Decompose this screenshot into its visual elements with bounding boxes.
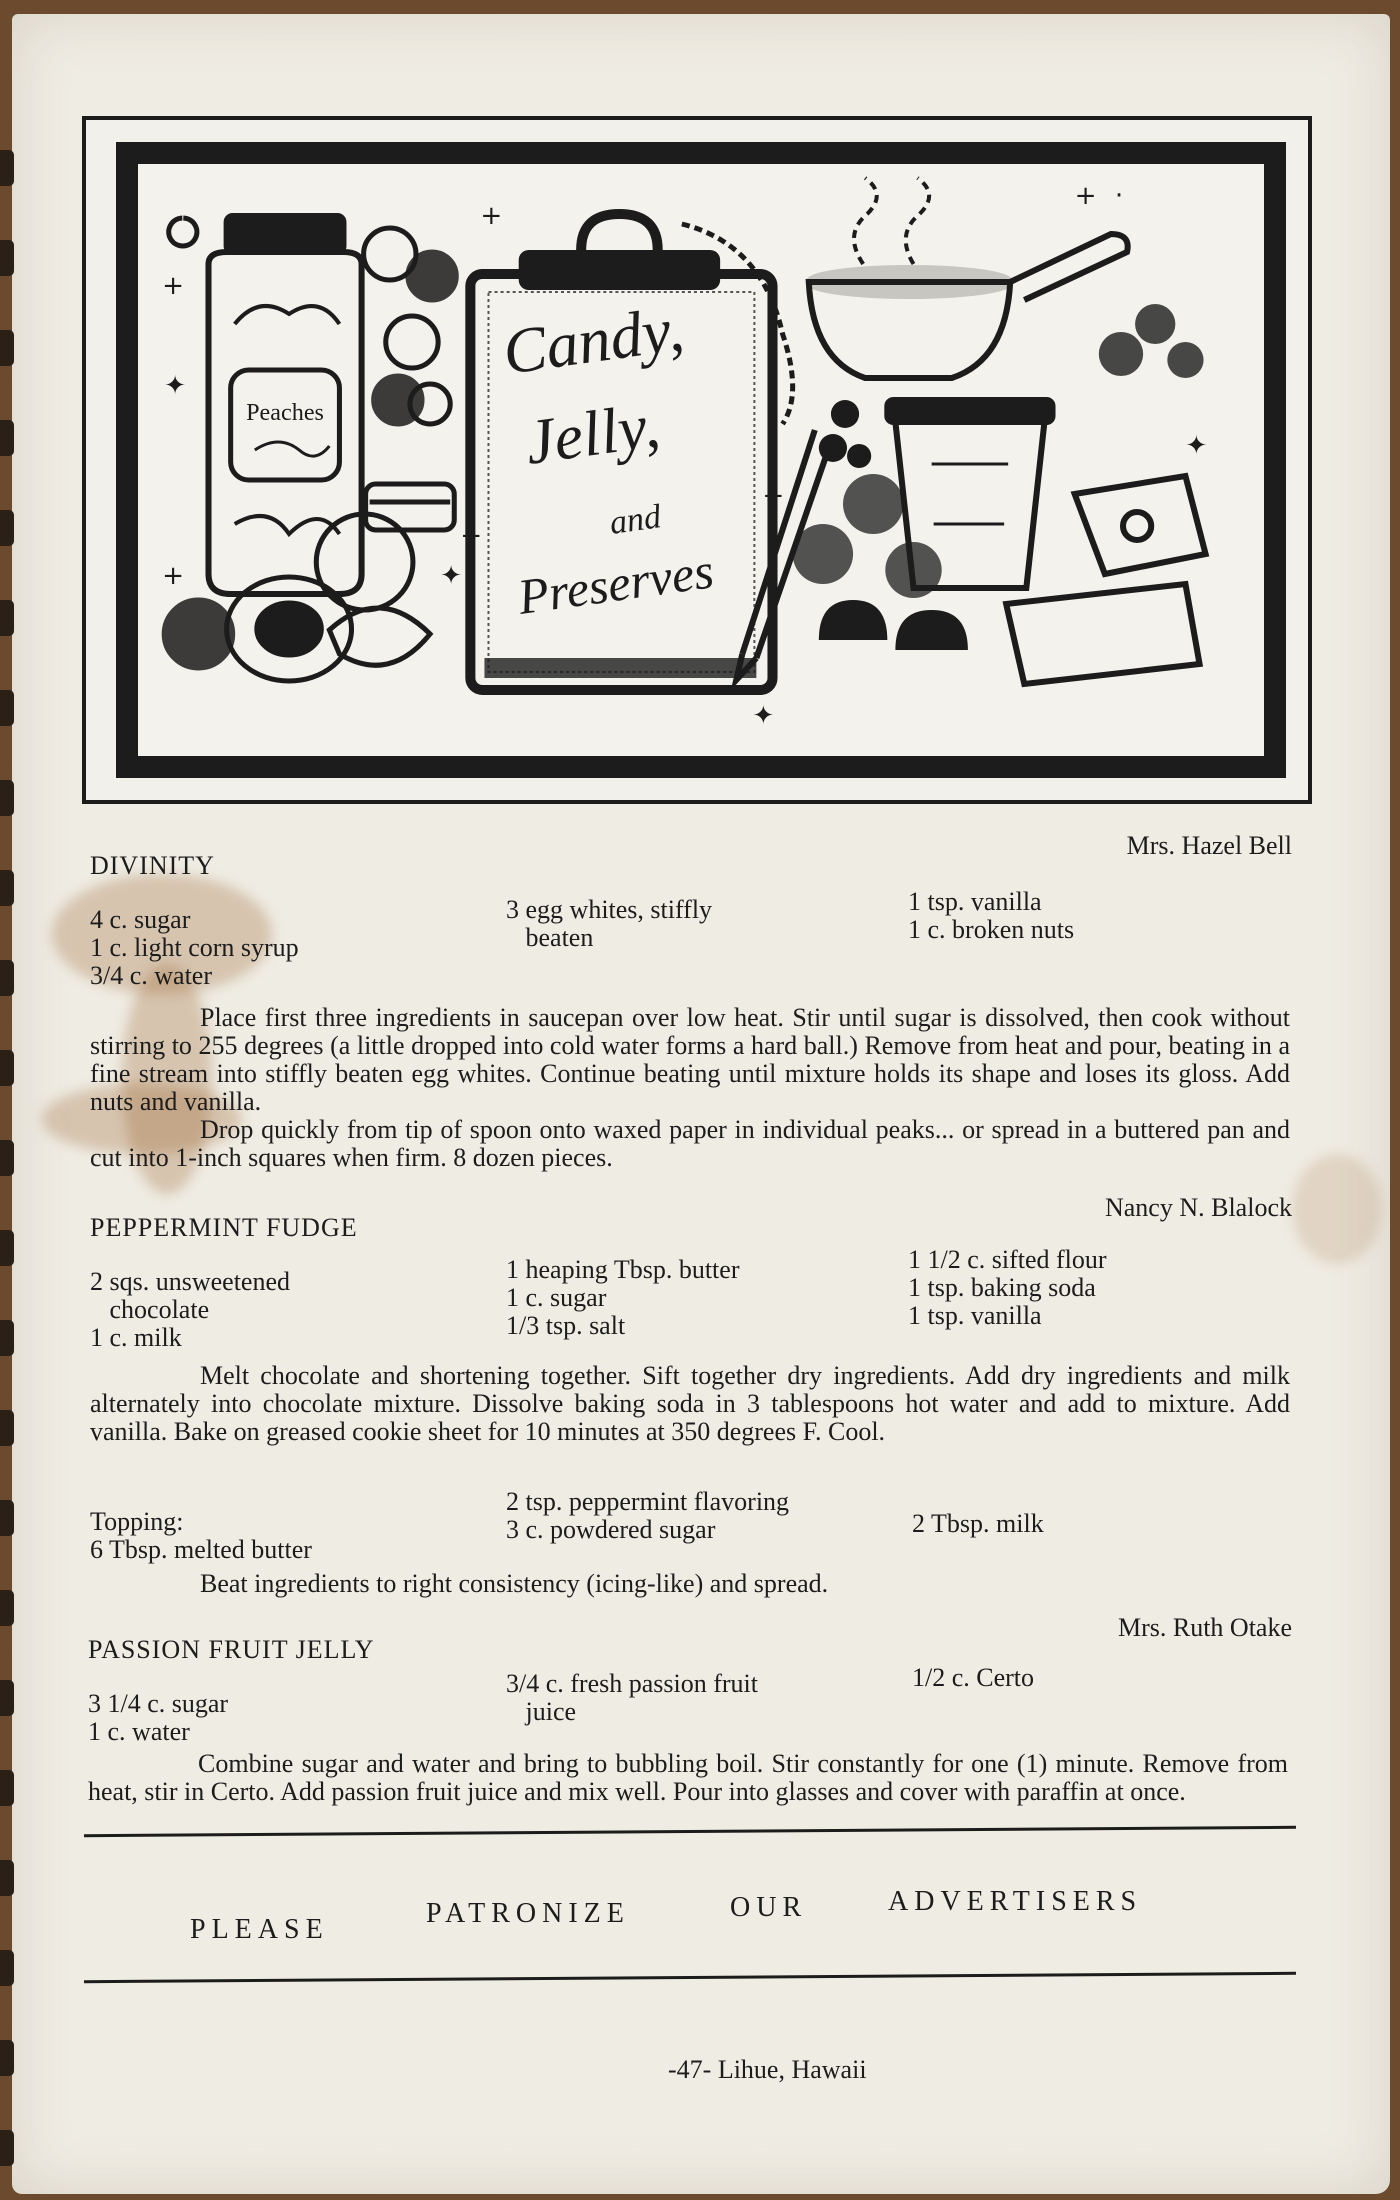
recipe-title: DIVINITY	[90, 851, 215, 880]
cookbook-page	[12, 14, 1390, 2194]
candy-icon	[793, 304, 1204, 650]
svg-text:✦: ✦	[752, 701, 775, 731]
recipe-author: Nancy N. Blalock	[1104, 1193, 1292, 1222]
svg-text:+: +	[162, 271, 185, 301]
ingredients-list: 2 sqs. unsweetened chocolate 1 c. milk	[90, 1267, 291, 1352]
ingredients-list: 1 tsp. vanilla 1 c. broken nuts	[908, 887, 1075, 944]
ingredients-list: 4 c. sugar 1 c. light corn syrup 3/4 c. water	[90, 905, 299, 990]
instructions	[90, 1004, 1290, 1172]
instruction-paragraph: Place first three ingredients in saucepan over low heat. Stir until sugar is dissolved, then cook without stirring to 255 degrees (a little dropped into cold water forms a hard ball.) Remove from heat and pour, beating in a fine stream into stiffly beaten egg whites. Continue beating until mixture holds its shape and loses its gloss. Add nuts and vanilla.	[90, 1003, 1290, 1116]
advertisers-banner-word: PATRONIZE	[426, 1898, 630, 1929]
svg-text:✦: ✦	[164, 371, 187, 401]
ingredients-list: 1/2 c. Certo	[912, 1663, 1035, 1692]
jar-label: Peaches	[246, 400, 324, 426]
advertisers-banner-word: PLEASE	[190, 1914, 329, 1945]
instruction-paragraph: Drop quickly from tip of spoon onto waxed paper in individual peaks... or spread in a buttered pan and cut into 1-inch squares when firm. 8 dozen pieces.	[90, 1115, 1290, 1172]
svg-text:Candy,: Candy,	[498, 292, 688, 388]
topping-list: 2 tsp. peppermint flavoring 3 c. powdered sugar	[506, 1487, 790, 1544]
instruction-paragraph: Beat ingredients to right consistency (icing-like) and spread.	[200, 1569, 829, 1598]
recipe-title: PEPPERMINT FUDGE	[90, 1213, 358, 1242]
svg-text:+: +	[762, 481, 785, 511]
recipe-author: Mrs. Hazel Bell	[1126, 831, 1292, 860]
recipe-author: Mrs. Ruth Otake	[1117, 1613, 1292, 1642]
spiral-binding	[0, 0, 14, 2200]
svg-text:+: +	[162, 561, 185, 591]
instructions	[90, 1362, 1290, 1446]
advertisers-banner-word: ADVERTISERS	[888, 1886, 1143, 1917]
instructions	[88, 1750, 1288, 1806]
svg-text:✦: ✦	[1185, 431, 1208, 461]
instruction-paragraph: Combine sugar and water and bring to bubbling boil. Stir constantly for one (1) minute. Remove from heat, stir in Certo. Add passion fruit juice and mix well. Pour into glasses and cover with paraffin at once.	[88, 1749, 1288, 1806]
instruction-paragraph: Melt chocolate and shortening together. Sift together dry ingredients. Add dry ingredients and milk alternately into chocolate mixture. Dissolve baking soda in 3 tablespoons hot water and add to mixture. Add vanilla. Bake on greased cookie sheet for 10 minutes at 350 degrees F. Cool.	[90, 1361, 1290, 1446]
ingredients-list: 3 1/4 c. sugar 1 c. water	[88, 1689, 229, 1746]
divider	[84, 1972, 1296, 1983]
svg-text:·: ·	[258, 201, 268, 231]
svg-text:✦: ✦	[440, 561, 463, 591]
section-header-illustration	[82, 116, 1312, 804]
recipe-title: PASSION FRUIT JELLY	[88, 1635, 375, 1664]
ingredients-list: 3 egg whites, stiffly beaten	[506, 895, 713, 952]
ingredients-list: 3/4 c. fresh passion fruit juice	[506, 1669, 759, 1726]
topping-list: 2 Tbsp. milk	[912, 1509, 1044, 1538]
topping-list: Topping: 6 Tbsp. melted butter	[90, 1507, 312, 1564]
page-number-location: -47- Lihue, Hawaii	[668, 2055, 867, 2084]
svg-text:Jelly,: Jelly,	[520, 389, 664, 478]
svg-text:+: +	[480, 201, 503, 231]
stain	[1292, 1154, 1382, 1264]
svg-text:and: and	[607, 498, 664, 542]
svg-text:+: +	[460, 521, 483, 551]
ingredients-list: 1 1/2 c. sifted flour 1 tsp. baking soda 1 tsp. vanilla	[908, 1245, 1107, 1330]
advertisers-banner-word: OUR	[730, 1892, 808, 1923]
jar-lid-icon	[366, 484, 455, 530]
svg-text:+: +	[1074, 181, 1097, 211]
ingredients-list: 1 heaping Tbsp. butter 1 c. sugar 1/3 tsp. salt	[506, 1255, 740, 1340]
divider	[84, 1826, 1296, 1837]
svg-text:·: ·	[1114, 181, 1124, 211]
svg-text:Preserves: Preserves	[514, 542, 717, 625]
